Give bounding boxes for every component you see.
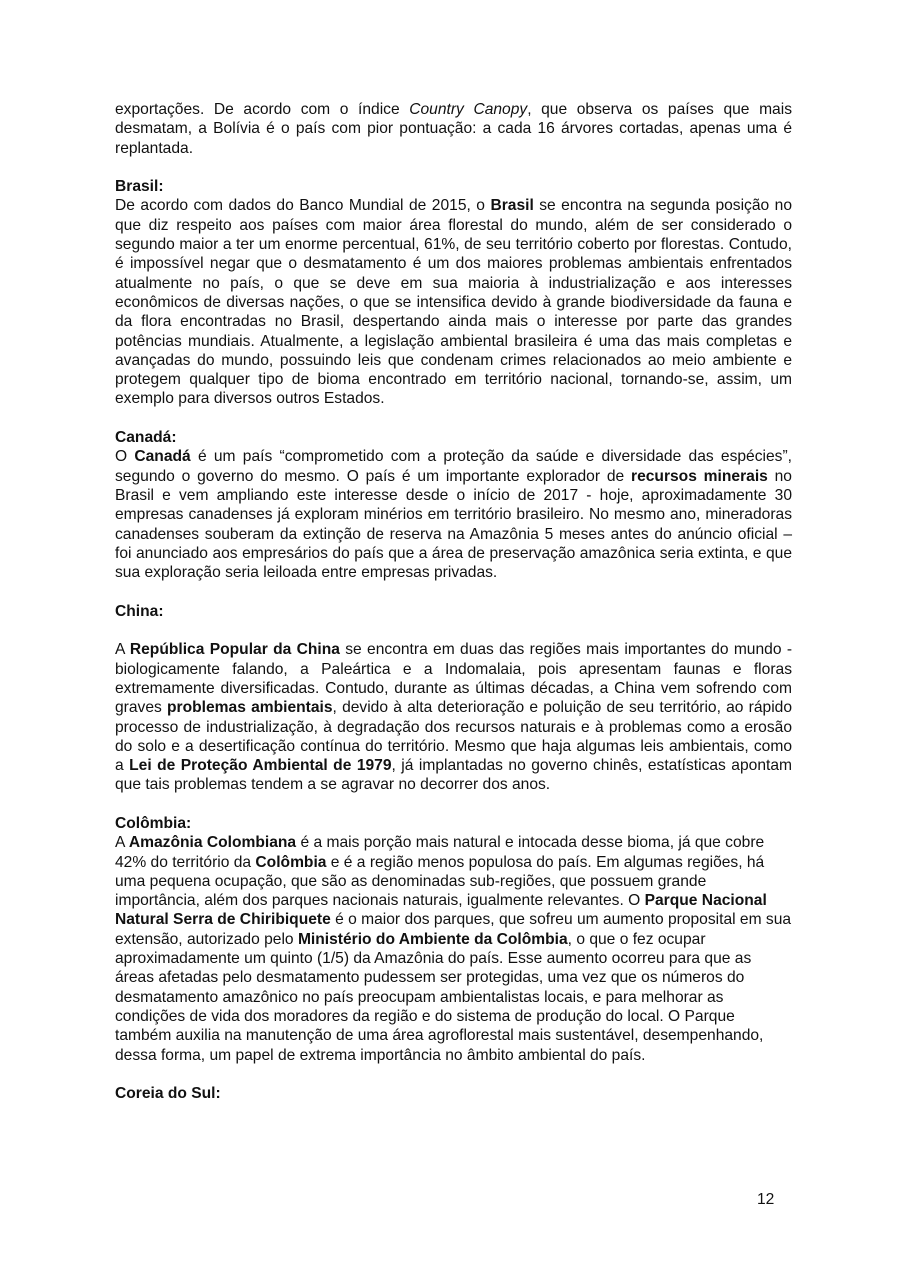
- coreia-heading: Coreia do Sul:: [115, 1085, 221, 1103]
- china-paragraph: A República Popular da China se encontra em duas das regiões mais importantes do mundo - biologicamente falando, a Paleártica e a Indomalaia, pois apresentam faunas e floras extremamente diversificadas. Contudo, durante as últimas décadas, a China vem sofrendo com graves problemas ambientais, devido à alta deterioração e poluição de seu território, ao rápido processo de industrialização, à degradação dos recursos naturais e à problemas como a erosão do solo e a desertificação contínua do território. Mesmo que haja algumas leis ambientais, como a Lei de Proteção Ambiental de 1979, já implantadas no governo chinês, estatísticas apontam que tais problemas tendem a se agravar no decorrer dos anos.: [115, 641, 793, 794]
- spacer: [115, 158, 792, 177]
- canada-paragraph: O Canadá é um país “comprometido com a proteção da saúde e diversidade das espécies”, segundo o governo do mesmo. O país é um importante explorador de recursos minerais no Brasil e vem ampliando este interesse desde o início de 2017 - hoje, aproximadamente 30 empresas canadenses já exploram minérios em território brasileiro. No mesmo ano, mineradoras canadenses souberam da extinção de reserva na Amazônia 5 meses antes do anúncio oficial – foi anunciado aos empresários do país que a área de preservação amazônica seria extinta, e que sua exploração seria leiloada entre empresas privadas.: [115, 448, 792, 582]
- china-heading: China:: [115, 602, 164, 620]
- document-page: [115, 100, 792, 1103]
- spacer: [115, 1065, 792, 1084]
- country-canopy-term: Country Canopy: [409, 101, 528, 118]
- canada-heading: Canadá:: [115, 429, 177, 447]
- colombia-paragraph: A Amazônia Colombiana é a mais porção mais natural e intocada desse bioma, já que cobre 42% do território da Colômbia e é a região menos populosa do país. Em algumas regiões, há uma pequena ocupação, que são as denominadas sub-regiões, que possuem grande importância, além dos parques nacionais naturais, igualmente relevantes. O Parque Nacional Natural Serra de Chiribiquete é o maior dos parques, que sofreu um aumento proposital em sua extensão, autorizado pelo Ministério do Ambiente da Colômbia, o que o fez ocupar aproximadamente um quinto (1/5) da Amazônia do país. Esse aumento ocorreu para que as áreas afetadas pelo desmatamento pudessem ser protegidas, uma vez que os números do desmatamento amazônico no país preocupam ambientalistas locais, e para melhorar as condições de vida dos moradores da região e do sistema de produção do local. O Parque também auxilia na manutenção de uma área agroflorestal mais sustentável, desempenhando, dessa forma, um papel de extrema importância no âmbito ambiental do país.: [115, 834, 792, 1064]
- colombia-heading: Colômbia:: [115, 814, 192, 832]
- page-number: 12: [757, 1191, 775, 1208]
- spacer: [115, 621, 792, 640]
- intro-paragraph: exportações. De acordo com o índice Country Canopy, que observa os países que mais desmatam, a Bolívia é o país com pior pontuação: a cada 16 árvores cortadas, apenas uma é replantada.: [115, 101, 792, 157]
- brasil-heading: Brasil:: [115, 178, 164, 196]
- spacer: [115, 409, 792, 428]
- brasil-paragraph: De acordo com dados do Banco Mundial de 2015, o Brasil se encontra na segunda posição no que diz respeito aos países com maior área florestal do mundo, além de ser considerado o segundo maior a ter um enorme percentual, 61%, de seu território coberto por florestas. Contudo, é impossível negar que o desmatamento é um dos maiores problemas ambientais enfrentados atualmente no país, o que se deve em sua maioria à industrialização e aos interesses econômicos de diversas nações, o que se intensifica devido à grande biodiversidade da fauna e da flora encontradas no Brasil, despertando ainda mais o interesse por parte das grandes potências mundiais. Atualmente, a legislação ambiental brasileira é uma das mais completas e avançadas do mundo, possuindo leis que condenam crimes relacionados ao meio ambiente e protegem qualquer tipo de bioma encontrado em território nacional, tornando-se, assim, um exemplo para diversos outros Estados.: [115, 197, 793, 408]
- spacer: [115, 795, 792, 814]
- spacer: [115, 582, 792, 601]
